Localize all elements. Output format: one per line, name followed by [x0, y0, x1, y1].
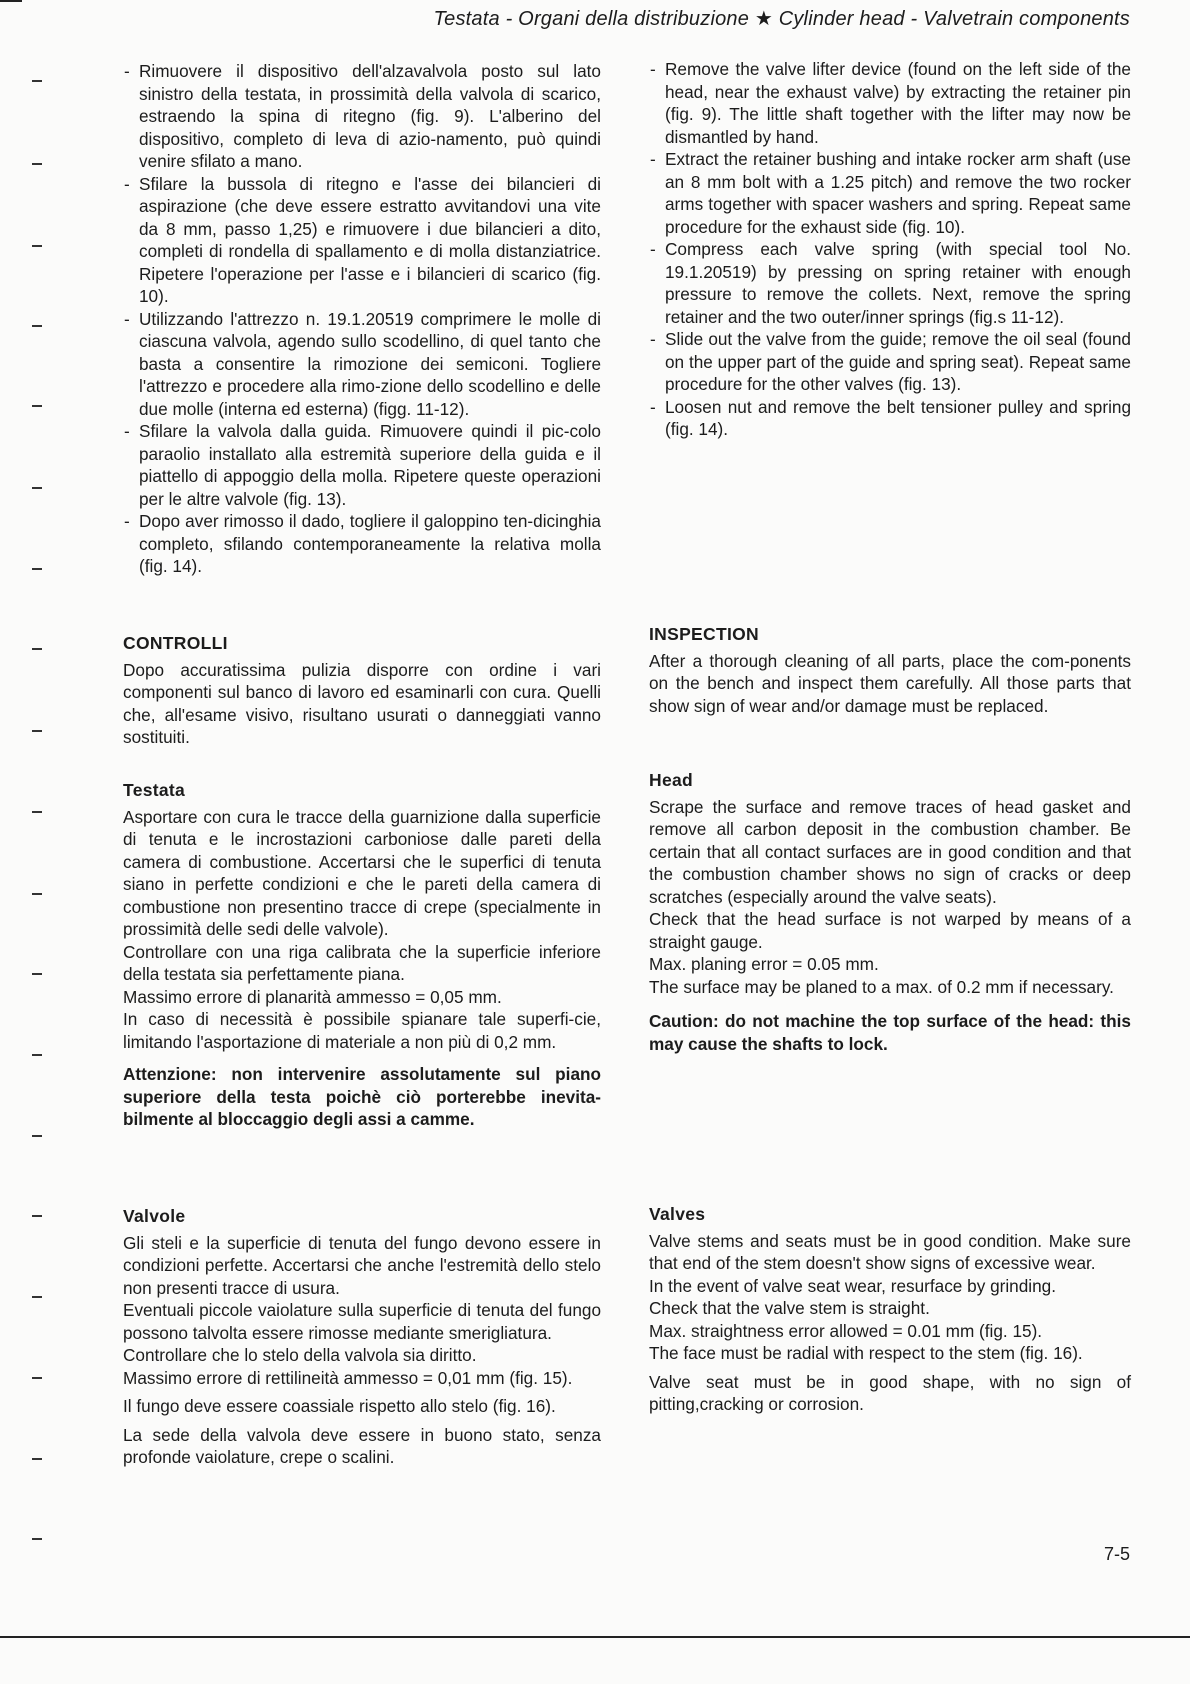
italian-valves-section	[123, 1205, 601, 1469]
english-inspection-section	[649, 623, 1131, 717]
en-head-p2: Check that the head surface is not warped by means of a straight gauge.	[649, 909, 1131, 952]
en-head-caution: Caution: do not machine the top surface of the head: this may cause the shafts to lock.	[649, 1011, 1131, 1054]
en-head-heading: Head	[649, 770, 693, 790]
page-header: Testata - Organi della distribuzione ★ Cylinder head - Valvetrain components	[433, 8, 1130, 30]
en-inspection-heading: INSPECTION	[649, 624, 759, 644]
en-step-4: - Slide out the valve from the guide; remove the oil seal (found on the upper part of the guide and spring seat). Repeat same procedure for the other valves (fig. 13).	[649, 328, 1131, 396]
it-head-p2: Controllare con una riga calibrata che la superficie inferiore della testata sia perfettamente piana.	[123, 941, 601, 984]
italian-procedure	[123, 60, 601, 578]
en-head-p4: The surface may be planed to a max. of 0.2 mm if necessary.	[649, 976, 1114, 997]
it-controls-text: Dopo accuratissima pulizia disporre con ordine i vari componenti sul banco di lavoro ed esaminarli con cura. Quelli che, all'esame visivo, risultano usurati o danneggiati vanno sostituiti.	[123, 659, 601, 747]
en-head-p1: Scrape the surface and remove traces of head gasket and remove all carbon deposit in the combustion chamber. Be certain that all contact surfaces are in good condition and that the combustion chamber shows no sign of cracks or deep scratches (especially around the valve seats).	[649, 796, 1131, 907]
en-inspection-text: After a thorough cleaning of all parts, place the com-ponents on the bench and inspect them carefully. All those parts that show sign of wear and/or damage must be replaced.	[649, 650, 1131, 716]
it-valves-p4: Massimo errore di rettilineità ammesso = 0,01 mm (fig. 15).	[123, 1367, 573, 1388]
it-step-1: - Rimuovere il dispositivo dell'alzavalvola posto sul lato sinistro della testata, in prossimità della valvola di scarico, estraendo la spina di ritegno (fig. 9). L'alberino del dispositivo, completo di leva di azio-namento, può quindi venire sfilato a mano.	[123, 60, 601, 173]
it-step-2: - Sfilare la bussola di ritegno e l'asse dei bilancieri di aspirazione (che deve essere estratto avvitandovi una vite da 8 mm, passo 1,25) e rimuovere i due bilancieri a dito, completi di rondella di spallamento e di molla distanziatrice. Ripetere l'operazione per l'asse e i bilancieri di scarico (fig. 10).	[123, 173, 601, 308]
en-head-p3: Max. planing error = 0.05 mm.	[649, 954, 879, 974]
italian-controls-section	[123, 632, 601, 749]
en-valves-p3: Check that the valve stem is straight.	[649, 1298, 930, 1318]
en-step-1: - Remove the valve lifter device (found on the left side of the head, near the exhaust valve) by extracting the retainer pin (fig. 9). The little shaft together with the lifter may now be dismantled by hand.	[649, 58, 1131, 148]
it-step-4: - Sfilare la valvola dalla guida. Rimuovere quindi il pic-colo paraolio installato alla estremità superiore della guida e il piattello di appoggio della molla. Ripetere queste operazioni per le altre valvole (fig. 13).	[123, 420, 601, 510]
italian-head-section	[123, 779, 601, 1131]
en-valves-p6: Valve seat must be in good shape, with no sign of pitting,cracking or corrosion.	[649, 1371, 1131, 1414]
it-controls-heading: CONTROLLI	[123, 633, 228, 653]
it-head-warning: Attenzione: non intervenire assolutamente sul piano superiore della testa poichè ciò porterebbe inevita-bilmente al bloccaggio degli assi a camme.	[123, 1064, 601, 1129]
en-step-3: - Compress each valve spring (with special tool No. 19.1.20519) by pressing on spring retainer with enough pressure to remove the collets. Next, remove the spring retainer and the two outer/inner springs (fig.s 11-12).	[649, 238, 1131, 328]
en-valves-p5: The face must be radial with respect to the stem (fig. 16).	[649, 1343, 1083, 1363]
it-head-p4: In caso di necessità è possibile spianare tale superfi-cie, limitando l'asportazione di materiale a non più di 0,2 mm.	[123, 1009, 601, 1052]
english-procedure	[649, 58, 1131, 441]
it-valves-p2: Eventuali piccole vaiolature sulla superficie di tenuta del fungo possono talvolta essere rimosse mediante smerigliatura.	[123, 1300, 601, 1343]
it-valves-p1: Gli steli e la superficie di tenuta del fungo devono essere in condizioni perfette. Accertarsi che anche l'estremità dello stelo non presenti tracce di usura.	[123, 1232, 601, 1298]
english-valves-section	[649, 1203, 1131, 1416]
it-valves-p6: La sede della valvola deve essere in buono stato, senza profonde vaiolature, crepe o scalini.	[123, 1424, 601, 1467]
en-step-2: - Extract the retainer bushing and intake rocker arm shaft (use an 8 mm bolt with a 1.25 pitch) and remove the two rocker arms together with spacer washers and spring. Repeat same procedure for the exhaust side (fig. 10).	[649, 148, 1131, 238]
en-valves-heading: Valves	[649, 1204, 706, 1224]
it-step-5: - Dopo aver rimosso il dado, togliere il galoppino ten-dicinghia completo, sfilando contemporaneamente la relativa molla (fig. 14).	[123, 510, 601, 578]
it-head-p3: Massimo errore di planarità ammesso = 0,05 mm.	[123, 986, 502, 1007]
bottom-rule	[0, 1636, 1190, 1638]
en-valves-p4: Max. straightness error allowed = 0.01 mm (fig. 15).	[649, 1320, 1043, 1341]
page-corner-mark	[0, 0, 22, 2]
page-number: 7-5	[1103, 1544, 1130, 1564]
it-valves-p3: Controllare che lo stelo della valvola sia diritto.	[123, 1345, 477, 1365]
en-step-5: - Loosen nut and remove the belt tensioner pulley and spring (fig. 14).	[649, 396, 1131, 441]
it-valves-heading: Valvole	[123, 1206, 186, 1226]
it-head-heading: Testata	[123, 780, 186, 800]
it-valves-p5: Il fungo deve essere coassiale rispetto allo stelo (fig. 16).	[123, 1396, 556, 1416]
en-valves-p1: Valve stems and seats must be in good condition. Make sure that end of the stem doesn't show signs of excessive wear.	[649, 1230, 1131, 1273]
it-head-p1: Asportare con cura le tracce della guarnizione dalla superficie di tenuta e le incrostazioni carboniose dalle pareti della camera di combustione. Accertarsi che le superfici di tenuta siano in perfette condizioni e che le pareti della camera di combustione non presentino tracce di crepe (specialmente in prossimità delle sedi delle valvole).	[123, 806, 601, 939]
english-head-section	[649, 769, 1131, 1055]
it-step-3: - Utilizzando l'attrezzo n. 19.1.20519 comprimere le molle di ciascuna valvola, agendo sullo scodellino, di quel tanto che basta a consentire la rimozione dei semiconi. Togliere l'attrezzo e procedere alla rimo-zione dello scodellino e delle due molle (interna ed esterna) (figg. 11-12).	[123, 308, 601, 421]
en-valves-p2: In the event of valve seat wear, resurface by grinding.	[649, 1275, 1057, 1296]
